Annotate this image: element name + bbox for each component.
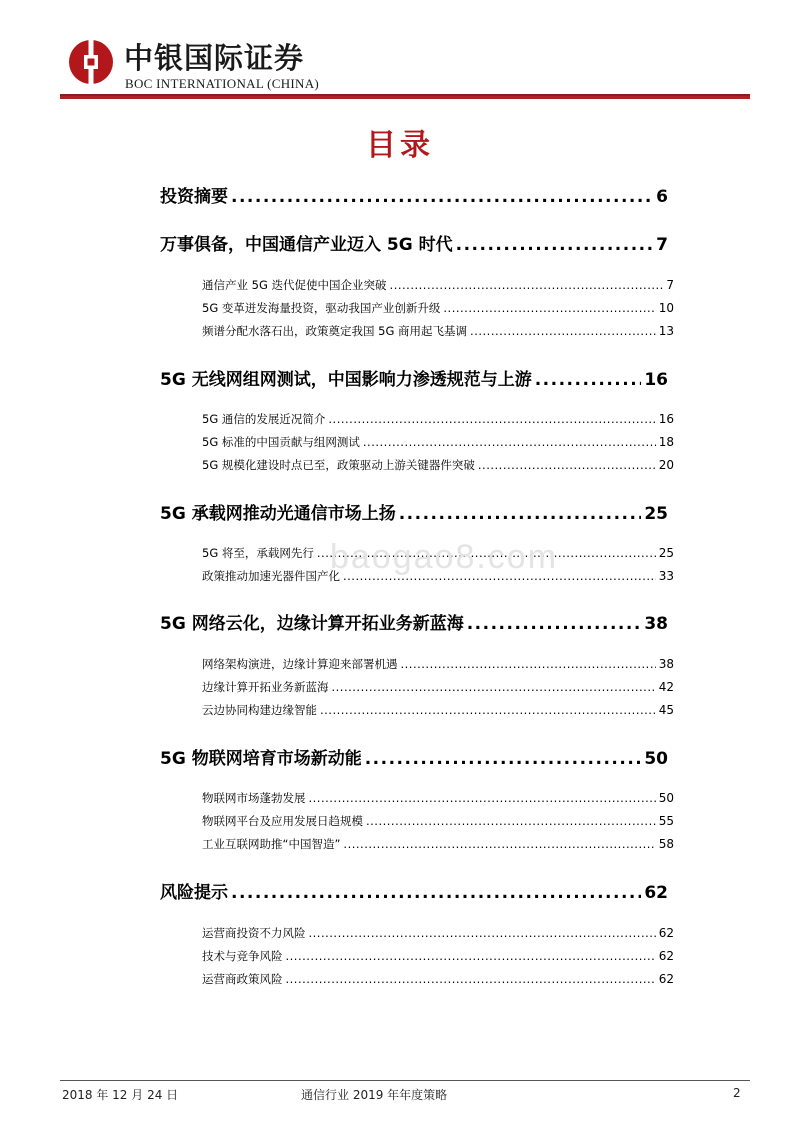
toc-page-number: 10	[658, 301, 674, 315]
toc-page-number: 18	[658, 435, 674, 449]
toc-subsection-title: 5G 将至，承载网先行	[202, 546, 314, 560]
toc-page-number: 7	[656, 235, 668, 255]
toc-section[interactable]	[160, 365, 668, 390]
toc-section-title: 5G 无线网组网测试，中国影响力渗透规范与上游	[160, 370, 532, 390]
toc-subsection[interactable]	[202, 277, 674, 293]
toc-section[interactable]	[160, 744, 668, 769]
toc-subsection[interactable]	[202, 679, 674, 695]
toc-leader	[470, 324, 656, 338]
toc-page-number: 62	[658, 926, 674, 940]
toc-subsection[interactable]	[202, 925, 674, 941]
toc-leader	[286, 972, 656, 986]
toc-subsection-title: 物联网平台及应用发展日趋规模	[202, 814, 363, 828]
toc-section-title: 风险提示	[160, 883, 228, 903]
footer-report-title: 通信行业 2019 年年度策略	[301, 1088, 448, 1102]
toc-subsection-title: 边缘计算开拓业务新蓝海	[202, 680, 329, 694]
toc-subsection-title: 5G 变革迸发海量投资，驱动我国产业创新升级	[202, 301, 441, 315]
toc-subsection-title: 工业互联网助推“中国智造”	[202, 837, 341, 851]
footer-page-number: 2	[733, 1086, 741, 1100]
toc-leader	[328, 412, 655, 426]
toc-leader	[467, 614, 642, 634]
toc-section[interactable]	[160, 609, 668, 634]
toc-page-number: 62	[658, 972, 674, 986]
toc-leader	[443, 301, 655, 315]
toc-leader	[365, 749, 642, 769]
toc-page-number: 33	[658, 569, 674, 583]
footer-divider	[60, 1080, 750, 1081]
toc-leader	[286, 949, 656, 963]
toc-page-number: 38	[658, 657, 674, 671]
toc-page-number: 45	[658, 703, 674, 717]
page-header	[0, 0, 800, 100]
toc-page-number: 42	[658, 680, 674, 694]
toc-page-number: 62	[644, 883, 668, 903]
toc-page-number: 55	[658, 814, 674, 828]
toc-subsection[interactable]	[202, 323, 674, 339]
toc-leader	[320, 703, 656, 717]
toc-subsection-title: 通信产业 5G 迭代促使中国企业突破	[202, 278, 387, 292]
toc-subsection[interactable]	[202, 790, 674, 806]
brand-name-en: BOC INTERNATIONAL (CHINA)	[125, 76, 320, 91]
toc-leader	[332, 680, 656, 694]
toc-subsection-title: 网络架构演进，边缘计算迎来部署机遇	[202, 657, 398, 671]
toc-leader	[478, 458, 656, 472]
toc-leader	[390, 278, 664, 292]
toc-subsection[interactable]	[202, 434, 674, 450]
toc-subsection[interactable]	[202, 813, 674, 829]
toc-leader	[231, 187, 653, 207]
toc-subsection[interactable]	[202, 948, 674, 964]
toc-subsection[interactable]	[202, 411, 674, 427]
watermark: baogao8.com	[330, 538, 559, 576]
toc-subsection-title: 技术与竞争风险	[202, 949, 283, 963]
toc-subsection[interactable]	[202, 656, 674, 672]
toc-subsection[interactable]	[202, 300, 674, 316]
toc-page-number: 58	[658, 837, 674, 851]
footer-date: 2018 年 12 月 24 日	[62, 1088, 179, 1102]
toc-subsection-title: 运营商政策风险	[202, 972, 283, 986]
toc-leader	[343, 837, 655, 851]
toc-leader	[401, 657, 656, 671]
toc-section-title: 投资摘要	[160, 187, 228, 207]
toc-page-number: 50	[658, 791, 674, 805]
brand-name-cn: 中银国际证券	[124, 41, 305, 75]
toc-page-number: 13	[658, 324, 674, 338]
toc-section[interactable]	[160, 499, 668, 524]
toc-subsection[interactable]	[202, 702, 674, 718]
toc-section[interactable]	[160, 878, 668, 903]
toc-subsection[interactable]	[202, 971, 674, 987]
toc-page-number: 38	[644, 614, 668, 634]
toc-page-number: 25	[658, 546, 674, 560]
header-divider-accent	[60, 96, 750, 99]
toc-section-title: 5G 承载网推动光通信市场上扬	[160, 504, 396, 524]
toc-subsection[interactable]	[202, 836, 674, 852]
toc-page-number: 16	[644, 370, 668, 390]
toc-subsection-title: 频谱分配水落石出，政策奠定我国 5G 商用起飞基调	[202, 324, 468, 338]
toc-section[interactable]	[160, 182, 668, 207]
toc-subsection-title: 物联网市场蓬勃发展	[202, 791, 306, 805]
toc-page-number: 20	[658, 458, 674, 472]
toc-page-number: 6	[656, 187, 668, 207]
toc-section-title: 5G 网络云化，边缘计算开拓业务新蓝海	[160, 614, 464, 634]
toc-subsection[interactable]	[202, 457, 674, 473]
toc-subsection-title: 5G 规模化建设时点已至，政策驱动上游关键器件突破	[202, 458, 475, 472]
toc-page-number: 7	[666, 278, 674, 292]
toc-leader	[363, 435, 656, 449]
toc-leader	[231, 883, 641, 903]
toc-leader	[535, 370, 642, 390]
toc-leader	[399, 504, 642, 524]
page-title: 目录	[366, 128, 434, 163]
toc-page-number: 16	[658, 412, 674, 426]
toc-subsection-title: 5G 通信的发展近况简介	[202, 412, 326, 426]
boc-logo-icon	[67, 38, 115, 86]
toc-page-number: 25	[644, 504, 668, 524]
toc-section-title: 5G 物联网培育市场新动能	[160, 749, 362, 769]
toc-subsection-title: 云边协同构建边缘智能	[202, 703, 317, 717]
toc-subsection-title: 5G 标准的中国贡献与组网测试	[202, 435, 360, 449]
toc-subsection-title: 政策推动加速光器件国产化	[202, 569, 340, 583]
toc-leader	[366, 814, 656, 828]
toc-page-number: 50	[644, 749, 668, 769]
toc-subsection-title: 运营商投资不力风险	[202, 926, 306, 940]
toc-page-number: 62	[658, 949, 674, 963]
toc-leader	[456, 235, 654, 255]
toc-section-title: 万事俱备，中国通信产业迈入 5G 时代	[160, 235, 453, 255]
toc-leader	[309, 926, 656, 940]
toc-leader	[309, 791, 656, 805]
toc-section[interactable]	[160, 230, 668, 255]
